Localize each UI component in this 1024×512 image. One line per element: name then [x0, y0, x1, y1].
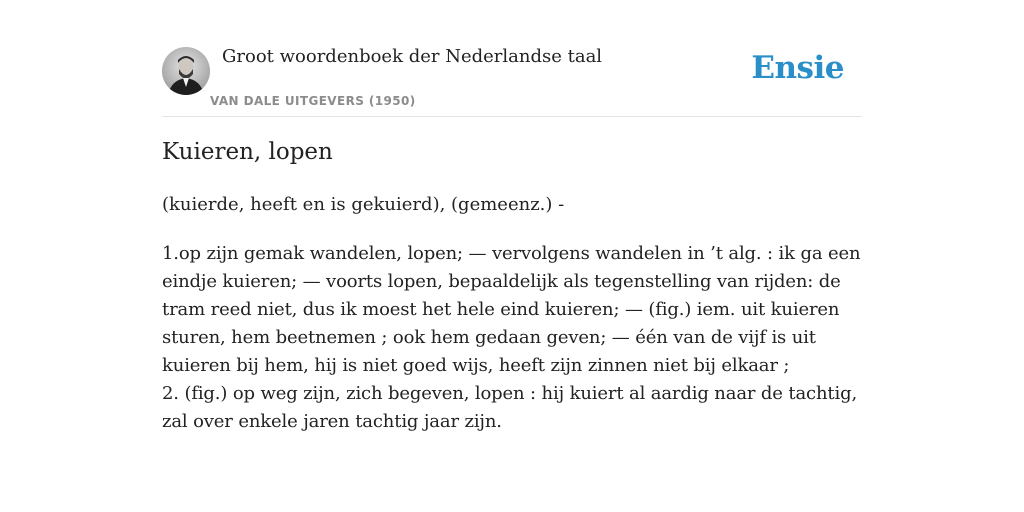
entry-definition [162, 240, 862, 436]
entry-headword: Kuieren, lopen [162, 139, 333, 165]
source-publisher: VAN DALE UITGEVERS (1950) [210, 94, 416, 108]
author-avatar[interactable] [162, 47, 210, 95]
entry-sense-2: 2. (fig.) op weg zijn, zich begeven, lopen : hij kuiert al aardig naar de tachtig, zal over enkele jaren tachtig jaar zijn. [162, 383, 858, 432]
entry-card [162, 0, 862, 512]
ensie-logo[interactable]: Ensie [751, 50, 844, 86]
source-title[interactable]: Groot woordenboek der Nederlandse taal [222, 46, 603, 67]
entry-grammar: (kuierde, heeft en is gekuierd), (gemeenz.) - [162, 194, 565, 215]
entry-sense-1: 1.op zijn gemak wandelen, lopen; — vervolgens wandelen in ’t alg. : ik ga een eindje kuieren; — voorts lopen, bepaaldelijk als tegenstelling van rijden: de tram reed niet, dus ik moest het hele eind kuieren; — (fig.) iem. uit kuieren sturen, hem beetnemen ; ook hem gedaan geven; — één van de vijf is uit kuieren bij hem, hij is niet goed wijs, heeft zijn zinnen niet bij elkaar ; [162, 243, 861, 376]
author-portrait-icon [162, 47, 210, 95]
source-header [162, 0, 862, 117]
